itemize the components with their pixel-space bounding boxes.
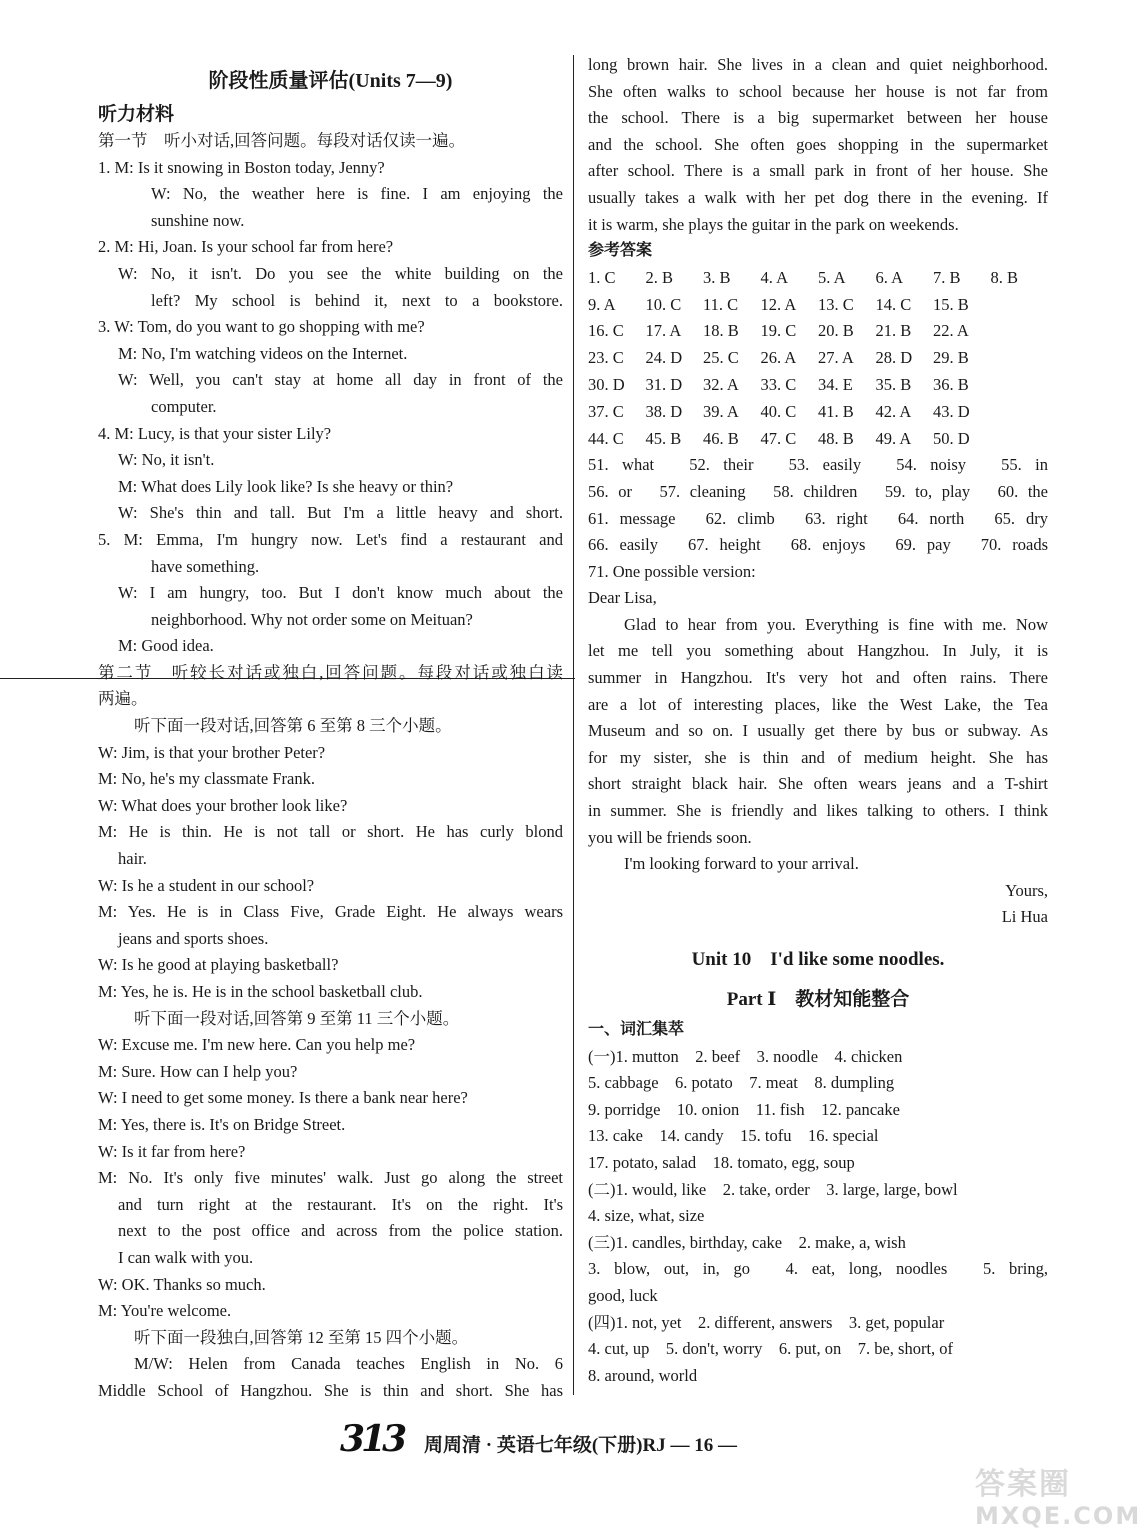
q2-line: left? My school is behind it, next to a bookstore. — [151, 290, 563, 310]
answer-item: 48. B — [818, 428, 854, 448]
answer-item: 32. A — [703, 374, 739, 394]
dialogue1-line: M: He is thin. He is not tall or short. He has curly blond — [98, 822, 563, 842]
dialogue2-line: W: OK. Thanks so much. — [98, 1274, 266, 1294]
answer-item: 34. E — [818, 374, 853, 394]
answer-item: 16. C — [588, 321, 624, 341]
answer-item: 36. B — [933, 374, 969, 394]
vocab-line: 13. cake 14. candy 15. tofu 16. special — [588, 1126, 879, 1146]
part2-header: 两遍。 — [98, 689, 148, 709]
q4-line: W: No, it isn't. — [118, 450, 215, 470]
answer-item — [991, 345, 1049, 372]
answer-item: 42. A — [875, 401, 912, 421]
q4-line: 4. M: Lucy, is that your sister Lily? — [98, 423, 332, 443]
monologue-continued-line: the school. There is a big supermarket between her house — [588, 108, 1048, 128]
page-footer — [340, 1418, 800, 1466]
unit-title: Unit 10 I'd like some noodles. — [691, 949, 945, 971]
answer-item: 15. B — [933, 294, 969, 314]
answer-item: 4. A — [760, 267, 789, 287]
vocab-heading: 一、词汇集萃 — [588, 1021, 685, 1039]
dialogue1-line: hair. — [118, 849, 147, 869]
answer-row — [588, 399, 1048, 426]
fill-answer-row: 56. or 57. cleaning 58. children 59. to, play 60. the — [588, 481, 1048, 501]
letter-line: you will be friends soon. — [588, 827, 752, 847]
monologue-continued-line: usually takes a walk with her pet dog there in the evening. If — [588, 187, 1048, 207]
q5-line: M: Good idea. — [118, 636, 214, 656]
answer-item: 17. A — [645, 321, 682, 341]
answer-item: 9. A — [588, 294, 616, 314]
answer-item: 40. C — [760, 401, 797, 421]
monologue-continued-line: after school. There is a small park in front of her house. She — [588, 161, 1048, 181]
vocab-line: 4. size, what, size — [588, 1206, 705, 1226]
dialogue1-line: M: No, he's my classmate Frank. — [98, 769, 315, 789]
answer-item: 24. D — [645, 348, 683, 368]
q4-line: M: What does Lily look like? Is she heavy or thin? — [118, 476, 454, 496]
dialogue2-line: I can walk with you. — [118, 1247, 254, 1267]
answer-item: 22. A — [933, 321, 969, 341]
answer-item: 25. C — [703, 348, 739, 368]
answer-item: 23. C — [588, 348, 624, 368]
q5-line: neighborhood. Why not order some on Meituan? — [151, 609, 473, 629]
fill-answer-row: 51. what 52. their 53. easily 54. noisy 55. in — [588, 455, 1048, 475]
column-divider — [573, 55, 574, 1395]
letter-line: Glad to hear from you. Everything is fine with me. Now — [624, 614, 1048, 634]
watermark-text: 答案圈 — [975, 1467, 1071, 1502]
answer-item: 35. B — [875, 374, 912, 394]
answer-row — [588, 318, 1048, 345]
monologue-continued-line: She often walks to school because her house is not far from — [588, 81, 1048, 101]
answer-item: 27. A — [818, 348, 854, 368]
q4-line: W: She's thin and tall. But I'm a little heavy and short. — [118, 503, 563, 523]
multiple-choice-answers — [588, 265, 1048, 453]
dialogue2-line: M: Sure. How can I help you? — [98, 1061, 298, 1081]
letter-signoff: Yours, — [1005, 880, 1048, 900]
answer-item: 46. B — [703, 428, 739, 448]
monologue-continued-line: it is warm, she plays the guitar in the park on weekends. — [588, 214, 959, 234]
dialogue1-intro: 听下面一段对话,回答第 6 至第 8 三个小题。 — [134, 716, 452, 736]
footer-text: 周周清 · 英语七年级(下册)RJ — 16 — — [424, 1435, 737, 1456]
watermark — [975, 1467, 1141, 1532]
answer-item — [991, 372, 1049, 399]
dialogue1-line: W: Jim, is that your brother Peter? — [98, 742, 326, 762]
answer-item: 3. B — [703, 267, 731, 287]
answer-row — [588, 265, 1048, 292]
answer-item — [991, 426, 1049, 453]
part-title: Part Ⅰ 教材知能整合 — [726, 989, 910, 1011]
q71-label: 71. One possible version: — [588, 561, 756, 581]
assessment-title: 阶段性质量评估(Units 7—9) — [208, 70, 453, 92]
answer-item: 33. C — [760, 374, 797, 394]
answer-item: 50. D — [933, 428, 970, 448]
letter-line: short straight black hair. She often wears jeans and a T-shirt — [588, 774, 1048, 794]
q3-line: 3. W: Tom, do you want to go shopping with me? — [98, 317, 425, 337]
vocab-line: 8. around, world — [588, 1365, 698, 1385]
answer-item: 29. B — [933, 348, 969, 368]
answer-item: 7. B — [933, 267, 961, 287]
q5-line: have something. — [151, 556, 260, 576]
answer-row — [588, 426, 1048, 453]
vocab-line: 5. cabbage 6. potato 7. meat 8. dumpling — [588, 1073, 895, 1093]
q2-line: 2. M: Hi, Joan. Is your school far from here? — [98, 237, 394, 257]
vocab-line: 9. porridge 10. onion 11. fish 12. pancake — [588, 1099, 900, 1119]
right-column — [588, 52, 1048, 1389]
vocab-line: 4. cut, up 5. don't, worry 6. put, on 7. be, short, of — [588, 1339, 954, 1359]
letter-line: summer in Hangzhou. It's very hot and often rains. There — [588, 668, 1048, 688]
left-column — [98, 52, 563, 1405]
answer-item: 10. C — [645, 294, 682, 314]
answer-item — [991, 399, 1049, 426]
q5-line: 5. M: Emma, I'm hungry now. Let's find a restaurant and — [98, 529, 563, 549]
monologue-line: Middle School of Hangzhou. She is thin and short. She has — [98, 1380, 563, 1400]
monologue-intro: 听下面一段独白,回答第 12 至第 15 四个小题。 — [134, 1327, 469, 1347]
letter-line: in summer. She is friendly and likes talking to others. I think — [588, 801, 1048, 821]
vocab-line: 17. potato, salad 18. tomato, egg, soup — [588, 1152, 855, 1172]
fill-answer-row: 66. easily 67. height 68. enjoys 69. pay 70. roads — [588, 535, 1048, 555]
dialogue2-line: and turn right at the restaurant. It's on the right. It's — [118, 1194, 563, 1214]
answer-item: 38. D — [645, 401, 683, 421]
dialogue2-line: W: Is it far from here? — [98, 1141, 246, 1161]
dialogue1-line: M: Yes, he is. He is in the school basketball club. — [98, 982, 423, 1001]
answer-row — [588, 372, 1048, 399]
answer-item: 39. A — [703, 401, 739, 421]
answer-item — [991, 318, 1049, 345]
q3-line: M: No, I'm watching videos on the Internet. — [118, 343, 408, 363]
monologue-continued-line: long brown hair. She lives in a clean and quiet neighborhood. — [588, 55, 1048, 74]
dialogue1-line: M: Yes. He is in Class Five, Grade Eight. He always wears — [98, 902, 563, 922]
answer-item: 49. A — [875, 428, 912, 448]
answer-item: 5. A — [818, 267, 846, 287]
fill-answer-row: 61. message 62. climb 63. right 64. north 65. dry — [588, 508, 1048, 528]
answer-item: 18. B — [703, 321, 739, 341]
letter-line: are a lot of interesting places, like the West Lake, the Tea — [588, 694, 1048, 714]
answer-item — [991, 292, 1049, 319]
monologue-continued-line: and the school. She often goes shopping in the supermarket — [588, 134, 1048, 154]
answer-item: 44. C — [588, 428, 624, 448]
watermark-url: MXQE.COM — [975, 1502, 1141, 1530]
letter-signature: Li Hua — [1001, 907, 1048, 927]
answer-item: 20. B — [818, 321, 854, 341]
answer-item: 19. C — [760, 321, 797, 341]
answer-item: 21. B — [875, 321, 912, 341]
answer-item: 28. D — [875, 348, 913, 368]
q1-line: sunshine now. — [151, 210, 245, 230]
answer-row — [588, 345, 1048, 372]
q5-line: W: I am hungry, too. But I don't know much about the — [118, 583, 563, 603]
vocab-line: good, luck — [588, 1285, 658, 1305]
vocab-line: (二)1. would, like 2. take, order 3. large, large, bowl — [588, 1179, 958, 1199]
dialogue1-line: W: Is he good at playing basketball? — [98, 955, 339, 975]
part2-header: 第二节 听较长对话或独白,回答问题。每段对话或独白读 — [98, 662, 563, 682]
dialogue2-line: W: I need to get some money. Is there a bank near here? — [98, 1088, 468, 1108]
letter-line: let me tell you something about Hangzhou. In July, it is — [588, 641, 1048, 661]
vocab-line: (四)1. not, yet 2. different, answers 3. get, popular — [588, 1312, 945, 1332]
q1-line: W: No, the weather here is fine. I am enjoying the — [151, 184, 563, 204]
answer-item: 12. A — [760, 294, 797, 314]
answer-item: 6. A — [875, 267, 904, 287]
answer-row — [588, 292, 1048, 319]
vocab-line: 3. blow, out, in, go 4. eat, long, noodles 5. bring, — [588, 1259, 1048, 1279]
answer-item: 1. C — [588, 267, 616, 287]
answers-heading: 参考答案 — [588, 242, 653, 260]
answer-item: 37. C — [588, 401, 624, 421]
q2-line: W: No, it isn't. Do you see the white building on the — [118, 263, 563, 283]
brand-logo: 313 — [340, 1418, 404, 1460]
answer-item: 31. D — [645, 374, 683, 394]
dialogue2-line: M: No. It's only five minutes' walk. Just go along the street — [98, 1168, 563, 1188]
letter-line: for my sister, she is thin and of medium height. She has — [588, 747, 1048, 767]
q3-line: W: Well, you can't stay at home all day in front of the — [118, 370, 563, 390]
dialogue2-line: M: Yes, there is. It's on Bridge Street. — [98, 1114, 346, 1134]
part1-header: 第一节 听小对话,回答问题。每段对话仅读一遍。 — [98, 131, 466, 150]
answer-item: 30. D — [588, 374, 625, 394]
answer-item: 43. D — [933, 401, 970, 421]
dialogue1-line: W: What does your brother look like? — [98, 795, 348, 815]
answer-item: 14. C — [875, 294, 912, 314]
answer-item: 47. C — [760, 428, 797, 448]
answer-item: 41. B — [818, 401, 854, 421]
vocab-line: (三)1. candles, birthday, cake 2. make, a, wish — [588, 1232, 906, 1252]
answer-item: 26. A — [760, 348, 797, 368]
vocab-line: (一)1. mutton 2. beef 3. noodle 4. chicken — [588, 1046, 903, 1066]
dialogue1-line: W: Is he a student in our school? — [98, 875, 315, 895]
answer-item: 11. C — [703, 294, 739, 314]
letter-closing: I'm looking forward to your arrival. — [624, 854, 859, 874]
answer-item: 13. C — [818, 294, 854, 314]
dialogue2-intro: 听下面一段对话,回答第 9 至第 11 三个小题。 — [134, 1008, 460, 1028]
answer-item: 2. B — [645, 267, 674, 287]
answer-item: 45. B — [645, 428, 682, 448]
listening-materials-heading: 听力材料 — [98, 104, 175, 125]
dialogue2-line: M: You're welcome. — [98, 1301, 232, 1321]
monologue-line: M/W: Helen from Canada teaches English in No. 6 — [134, 1354, 563, 1374]
q1-line: 1. M: Is it snowing in Boston today, Jenny? — [98, 157, 385, 177]
letter-greeting: Dear Lisa, — [588, 588, 657, 608]
dialogue2-line: next to the post office and across from the police station. — [118, 1221, 563, 1241]
q3-line: computer. — [151, 396, 217, 416]
answer-item: 8. B — [990, 267, 1019, 287]
letter-line: Museum and so on. I usually get there by bus or subway. As — [588, 721, 1048, 741]
dialogue2-line: W: Excuse me. I'm new here. Can you help me? — [98, 1035, 416, 1055]
dialogue1-line: jeans and sports shoes. — [118, 928, 269, 948]
